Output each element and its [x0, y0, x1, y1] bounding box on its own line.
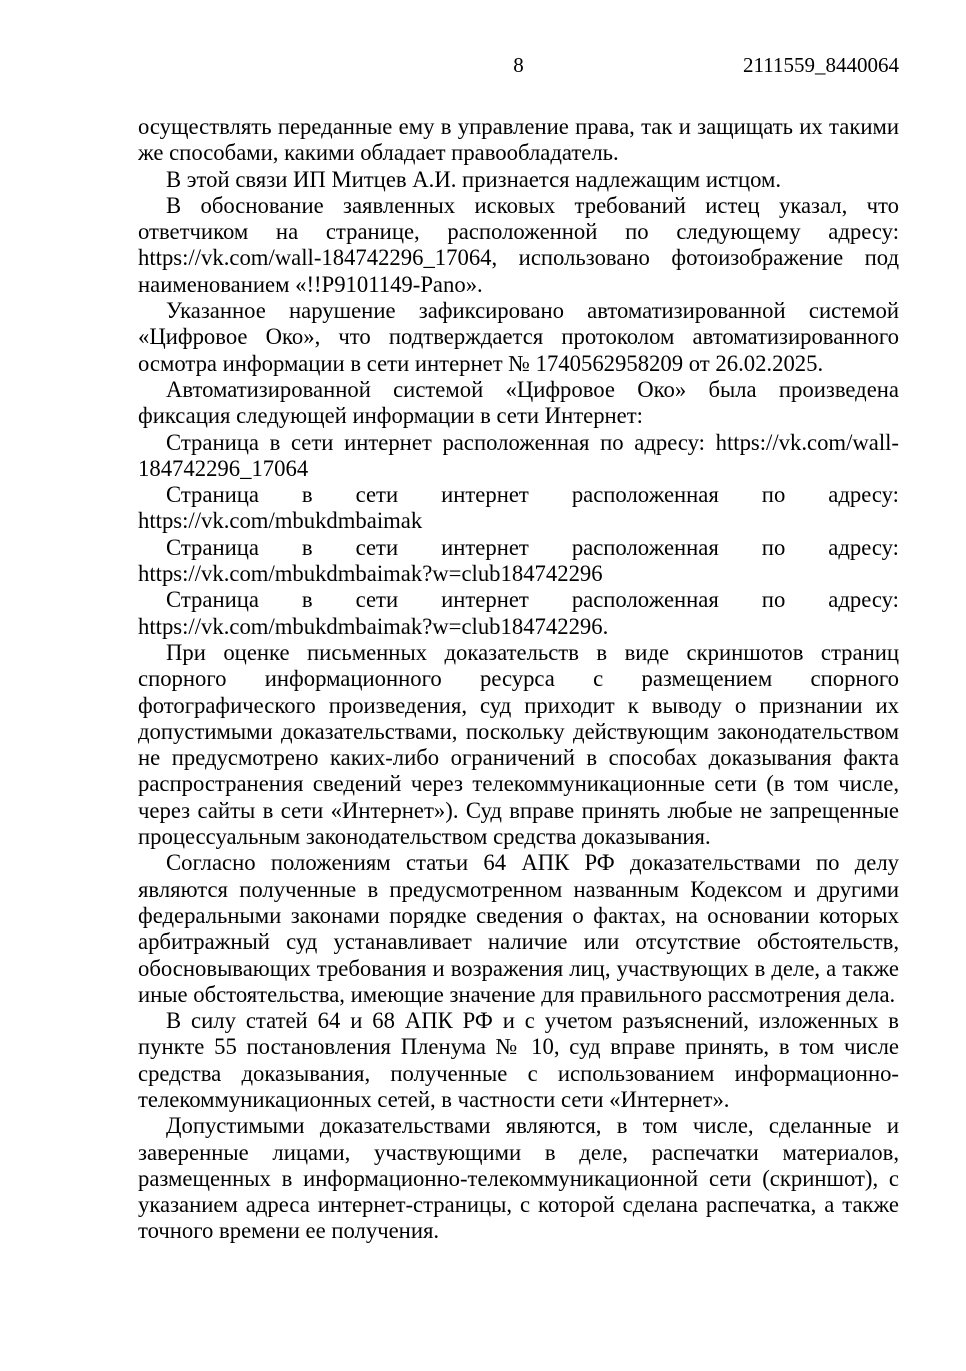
document-body [138, 114, 899, 1245]
paragraph: Указанное нарушение зафиксировано автоматизированной системой «Цифровое Око», что подтверждается протоколом автоматизированного осмотра информации в сети интернет № 1740562958209 от 26.02.2025. [138, 298, 899, 376]
paragraph: Страница в сети интернет расположенная по адресу: https://vk.com/mbukdmbaimak?w=club184742296. [138, 587, 899, 639]
paragraph: осуществлять переданные ему в управление права, так и защищать их такими же способами, какими обладает правообладатель. [138, 114, 899, 166]
paragraph: Автоматизированной системой «Цифровое Око» была произведена фиксация следующей информации в сети Интернет: [138, 376, 899, 429]
document-number: 2111559_8440064 [743, 53, 899, 77]
paragraph: В обоснование заявленных исковых требований истец указал, что ответчиком на странице, расположенной по следующему адресу: https://vk.com/wall-184742296_17064, использовано фотоизображение под наименованием «!!P9101149-Pano». [138, 192, 899, 297]
paragraph: В силу статей 64 и 68 АПК РФ и с учетом разъяснений, изложенных в пункте 55 постановления Пленума № 10, суд вправе принять, в том числе средства доказывания, полученные с использованием информационно-телекоммуникационных сетей, в частности сети «Интернет». [138, 1008, 899, 1112]
paragraph: Страница в сети интернет расположенная по адресу: https://vk.com/wall-184742296_17064 [138, 429, 899, 481]
paragraph: В этой связи ИП Митцев А.И. признается надлежащим истцом. [166, 166, 782, 192]
paragraph: При оценке письменных доказательств в виде скриншотов страниц спорного информационного ресурса с размещением спорного фотографического произведения, суд приходит к выводу о признании их допустимыми доказательствами, поскольку действующим законодательством не предусмотрено каких-либо ограничений в способах доказывания факта распространения сведений через телекоммуникационные сети (в том числе, через сайты в сети «Интернет»). Суд вправе принять любые не запрещенные процессуальным законодательством средства доказывания. [138, 639, 899, 850]
paragraph: Страница в сети интернет расположенная по адресу: https://vk.com/mbukdmbaimak [138, 482, 899, 534]
paragraph: Страница в сети интернет расположенная по адресу: https://vk.com/mbukdmbaimak?w=club184742296 [138, 534, 899, 587]
page-header [138, 52, 899, 79]
paragraph: Допустимыми доказательствами являются, в том числе, сделанные и заверенные лицами, участвующими в деле, распечатки материалов, размещенных в информационно-телекоммуникационной сети (скриншот), с указанием адреса интернет-страницы, с которой сделана распечатка, а также точного времени ее получения. [138, 1113, 899, 1244]
page-number: 8 [513, 53, 524, 77]
paragraph: Согласно положениям статьи 64 АПК РФ доказательствами по делу являются полученные в предусмотренном названным Кодексом и другими федеральными законами порядке сведения о фактах, на основании которых арбитражный суд устанавливает наличие или отсутствие обстоятельств, обосновывающих требования и возражения лиц, участвующих в деле, а также иные обстоятельства, имеющие значение для правильного рассмотрения дела. [138, 850, 899, 1007]
